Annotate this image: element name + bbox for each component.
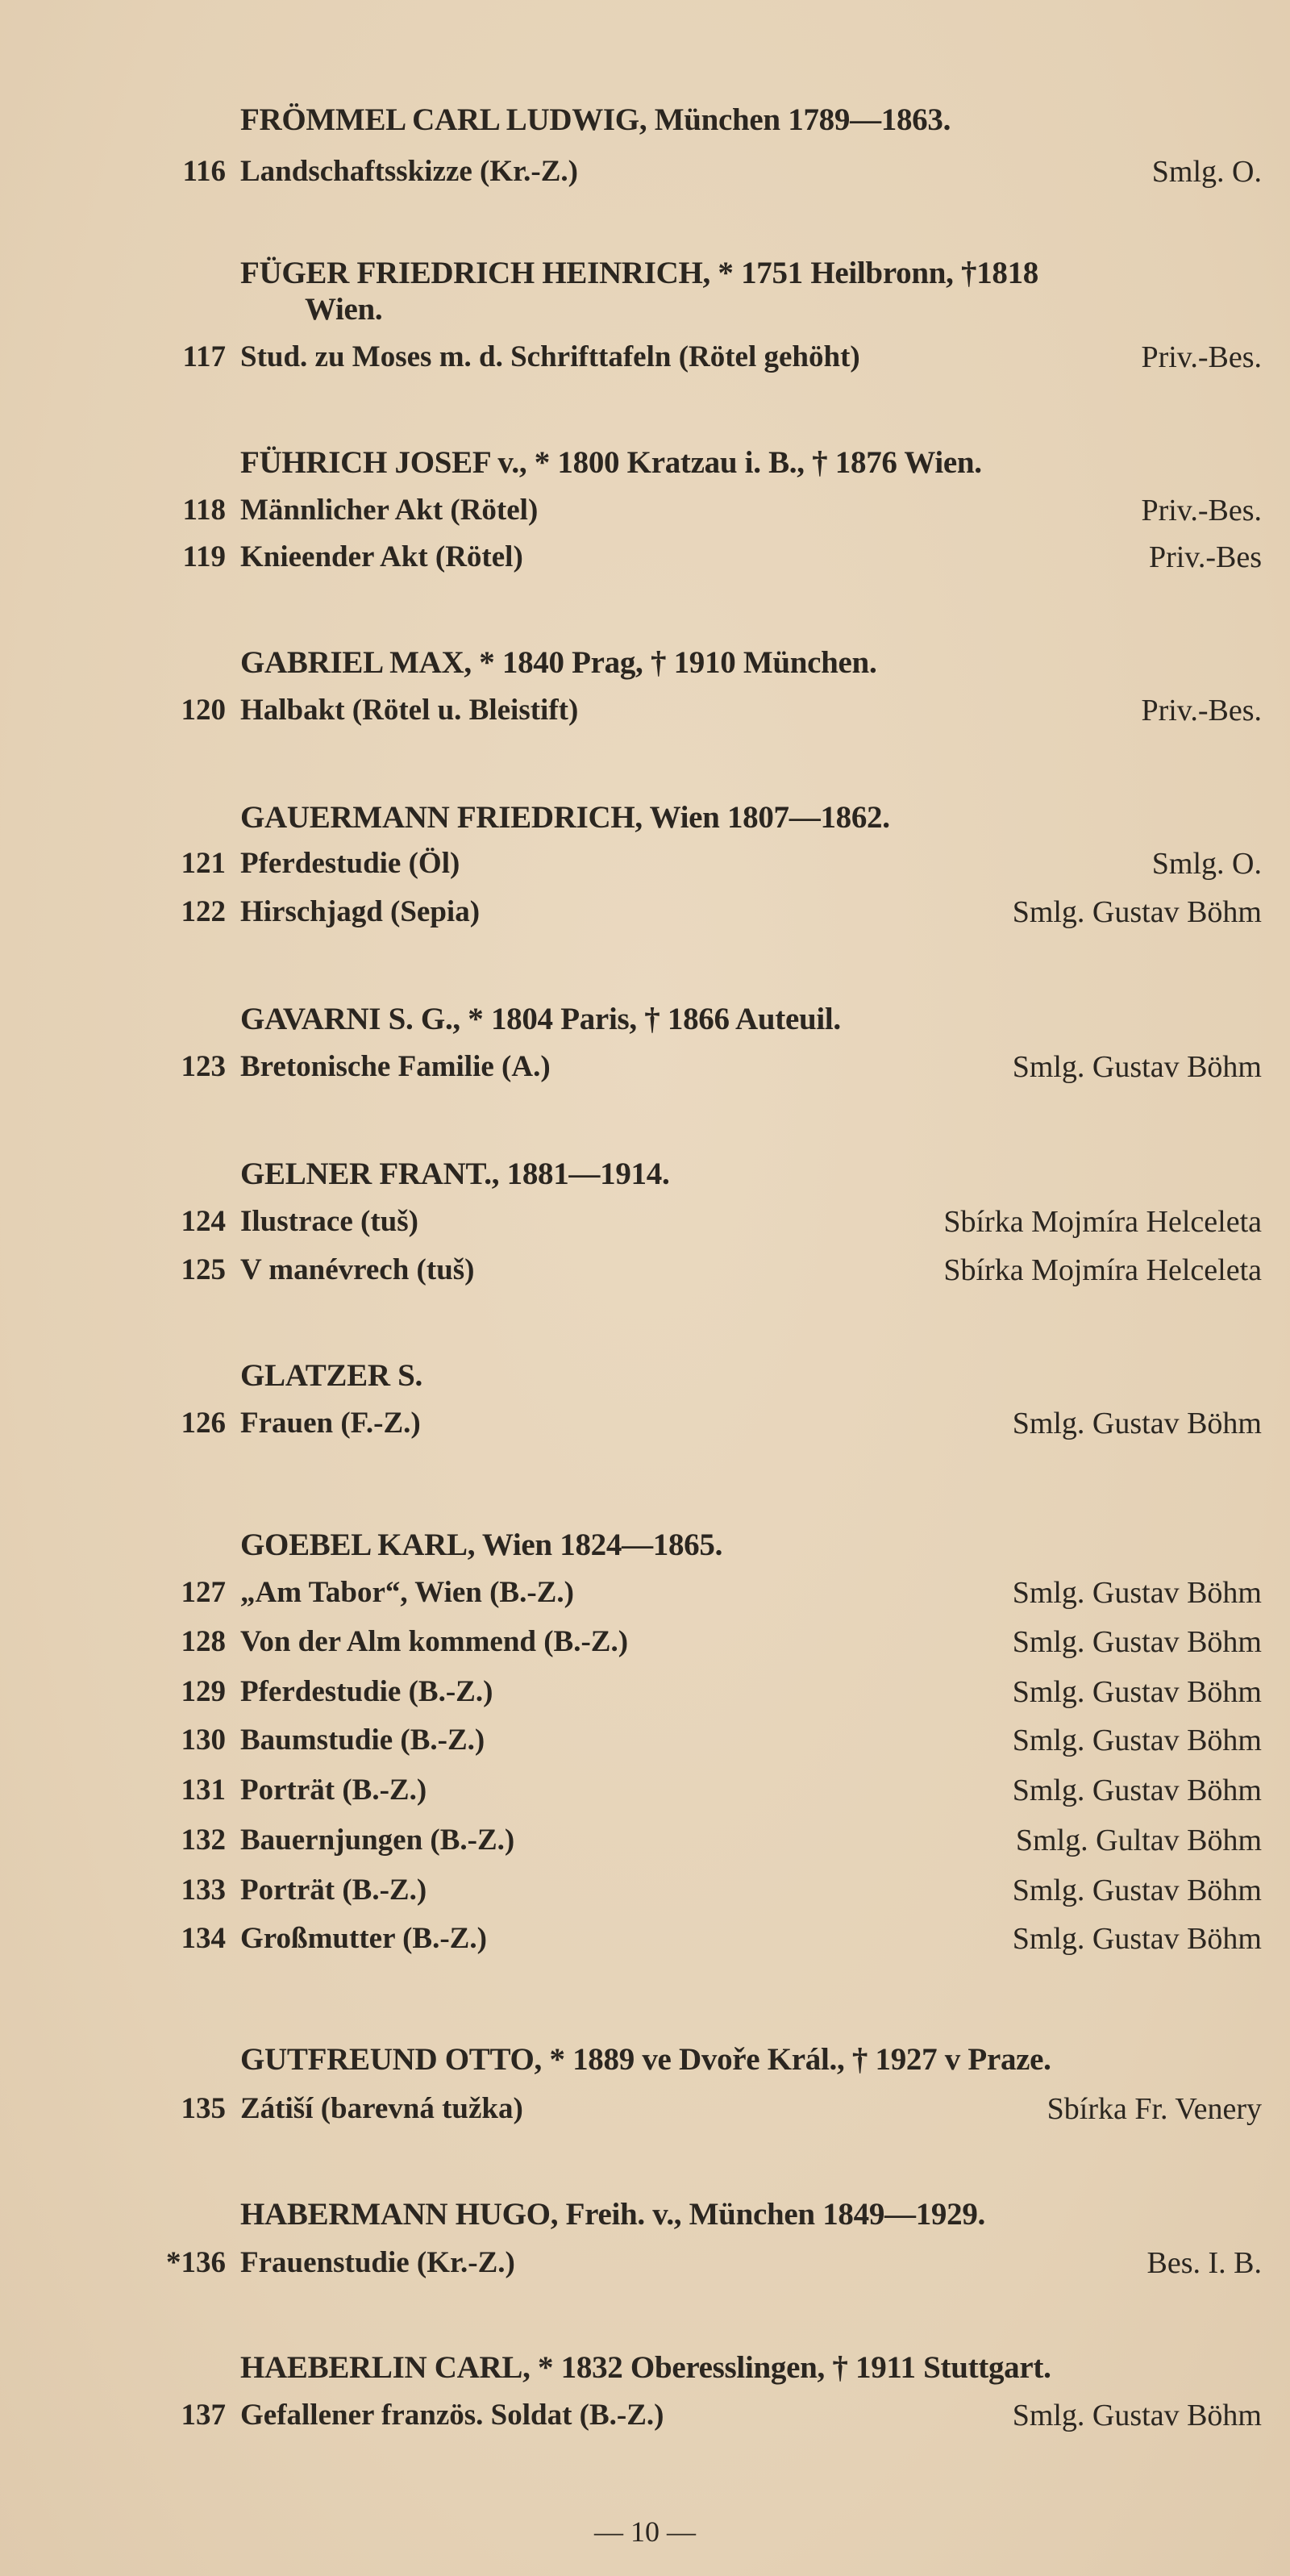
catalog-number: 131: [181, 1774, 226, 1807]
catalog-number: *136: [166, 2246, 226, 2279]
catalog-number: 119: [182, 540, 226, 573]
catalog-number: 117: [182, 340, 226, 373]
artist-heading: GAUERMANN FRIEDRICH, Wien 1807—1862.: [240, 800, 890, 835]
artist-heading: GOEBEL KARL, Wien 1824—1865.: [240, 1528, 723, 1562]
artwork-location: Smlg. Gustav Böhm: [1012, 2399, 1262, 2432]
artwork-title: Ilustrace (tuš): [240, 1205, 418, 1238]
artwork-title: Knieender Akt (Rötel): [240, 540, 523, 573]
artwork-location: Priv.-Bes.: [1141, 340, 1262, 374]
catalog-number: 134: [181, 1922, 226, 1955]
catalog-number: 116: [182, 155, 226, 188]
artist-heading: GLATZER S.: [240, 1358, 423, 1393]
artwork-title: Hirschjagd (Sepia): [240, 895, 481, 928]
artwork-location: Sbírka Mojmíra Helceleta: [943, 1253, 1262, 1287]
catalog-number: 133: [181, 1874, 226, 1907]
artwork-location: Smlg. Gustav Böhm: [1012, 1922, 1262, 1956]
artwork-title: „Am Tabor“, Wien (B.-Z.): [240, 1576, 574, 1609]
artwork-location: Smlg. Gustav Böhm: [1012, 1407, 1262, 1440]
catalog-number: 127: [181, 1576, 226, 1609]
artwork-title: Landschaftsskizze (Kr.-Z.): [240, 155, 578, 188]
artwork-title: Pferdestudie (Öl): [240, 847, 460, 880]
artwork-location: Smlg. Gustav Böhm: [1012, 1774, 1262, 1807]
artist-heading: GUTFREUND OTTO, * 1889 ve Dvoře Král., † 1927 v Praze.: [240, 2042, 1051, 2077]
artwork-location: Smlg. O.: [1151, 847, 1262, 881]
artist-heading: HABERMANN HUGO, Freih. v., München 1849—1929.: [240, 2197, 985, 2232]
artwork-title: Frauenstudie (Kr.-Z.): [240, 2246, 515, 2279]
catalog-number: 125: [181, 1253, 226, 1286]
artwork-title: Bauernjungen (B.-Z.): [240, 1824, 515, 1857]
catalog-number: 120: [181, 694, 226, 727]
artist-heading: FRÖMMEL CARL LUDWIG, München 1789—1863.: [240, 102, 951, 137]
catalog-number: 126: [181, 1407, 226, 1440]
artwork-title: Gefallener französ. Soldat (B.-Z.): [240, 2399, 664, 2432]
artwork-location: Smlg. Gustav Böhm: [1012, 1625, 1262, 1659]
artwork-location: Smlg. Gultav Böhm: [1015, 1824, 1262, 1857]
artwork-title: Porträt (B.-Z.): [240, 1874, 427, 1907]
artist-heading: FÜHRICH JOSEF v., * 1800 Kratzau i. B., † 1876 Wien.: [240, 445, 982, 480]
artwork-title: Bretonische Familie (A.): [240, 1050, 551, 1083]
artwork-location: Smlg. Gustav Böhm: [1012, 1874, 1262, 1907]
catalog-number: 130: [181, 1724, 226, 1757]
artwork-title: Porträt (B.-Z.): [240, 1774, 427, 1807]
catalog-number: 137: [181, 2399, 226, 2432]
artwork-title: Großmutter (B.-Z.): [240, 1922, 487, 1955]
artwork-location: Smlg. Gustav Böhm: [1012, 1675, 1262, 1709]
artist-heading: GELNER FRANT., 1881—1914.: [240, 1157, 670, 1191]
artwork-location: Smlg. Gustav Böhm: [1012, 895, 1262, 929]
page-number: — 10 —: [594, 2516, 696, 2548]
catalog-number: 124: [181, 1205, 226, 1238]
catalog-number: 135: [181, 2092, 226, 2125]
catalog-number: 121: [181, 847, 226, 880]
catalog-number: 123: [181, 1050, 226, 1083]
artwork-location: Priv.-Bes.: [1141, 694, 1262, 727]
artwork-location: Smlg. Gustav Böhm: [1012, 1724, 1262, 1757]
catalog-number: 128: [181, 1625, 226, 1658]
artwork-location: Smlg. Gustav Böhm: [1012, 1050, 1262, 1084]
artwork-title: Baumstudie (B.-Z.): [240, 1724, 485, 1757]
artist-heading: GAVARNI S. G., * 1804 Paris, † 1866 Auteuil.: [240, 1002, 841, 1036]
artist-heading: FÜGER FRIEDRICH HEINRICH, * 1751 Heilbronn, †1818: [240, 256, 1039, 290]
catalog-number: 132: [181, 1824, 226, 1857]
artwork-location: Sbírka Fr. Venery: [1047, 2092, 1262, 2126]
catalog-number: 118: [182, 494, 226, 527]
artist-heading: HAEBERLIN CARL, * 1832 Oberesslingen, † 1911 Stuttgart.: [240, 2350, 1051, 2385]
artwork-title: Pferdestudie (B.-Z.): [240, 1675, 493, 1708]
artwork-title: Männlicher Akt (Rötel): [240, 494, 539, 527]
artwork-title: Halbakt (Rötel u. Bleistift): [240, 694, 579, 727]
artwork-location: Priv.-Bes.: [1141, 494, 1262, 527]
artwork-title: Zátiší (barevná tužka): [240, 2092, 523, 2125]
artist-heading-continued: Wien.: [305, 292, 383, 327]
artwork-location: Priv.-Bes: [1148, 540, 1262, 574]
artwork-location: Bes. I. B.: [1146, 2246, 1262, 2280]
catalog-number: 122: [181, 895, 226, 928]
artwork-title: V manévrech (tuš): [240, 1253, 475, 1286]
artwork-location: Smlg. O.: [1151, 155, 1262, 189]
catalog-number: 129: [181, 1675, 226, 1708]
artwork-title: Frauen (F.-Z.): [240, 1407, 421, 1440]
artwork-location: Sbírka Mojmíra Helceleta: [943, 1205, 1262, 1239]
artist-heading: GABRIEL MAX, * 1840 Prag, † 1910 München.: [240, 645, 877, 680]
artwork-title: Stud. zu Moses m. d. Schrifttafeln (Rötel gehöht): [240, 340, 860, 373]
artwork-location: Smlg. Gustav Böhm: [1012, 1576, 1262, 1610]
artwork-title: Von der Alm kommend (B.-Z.): [240, 1625, 629, 1658]
